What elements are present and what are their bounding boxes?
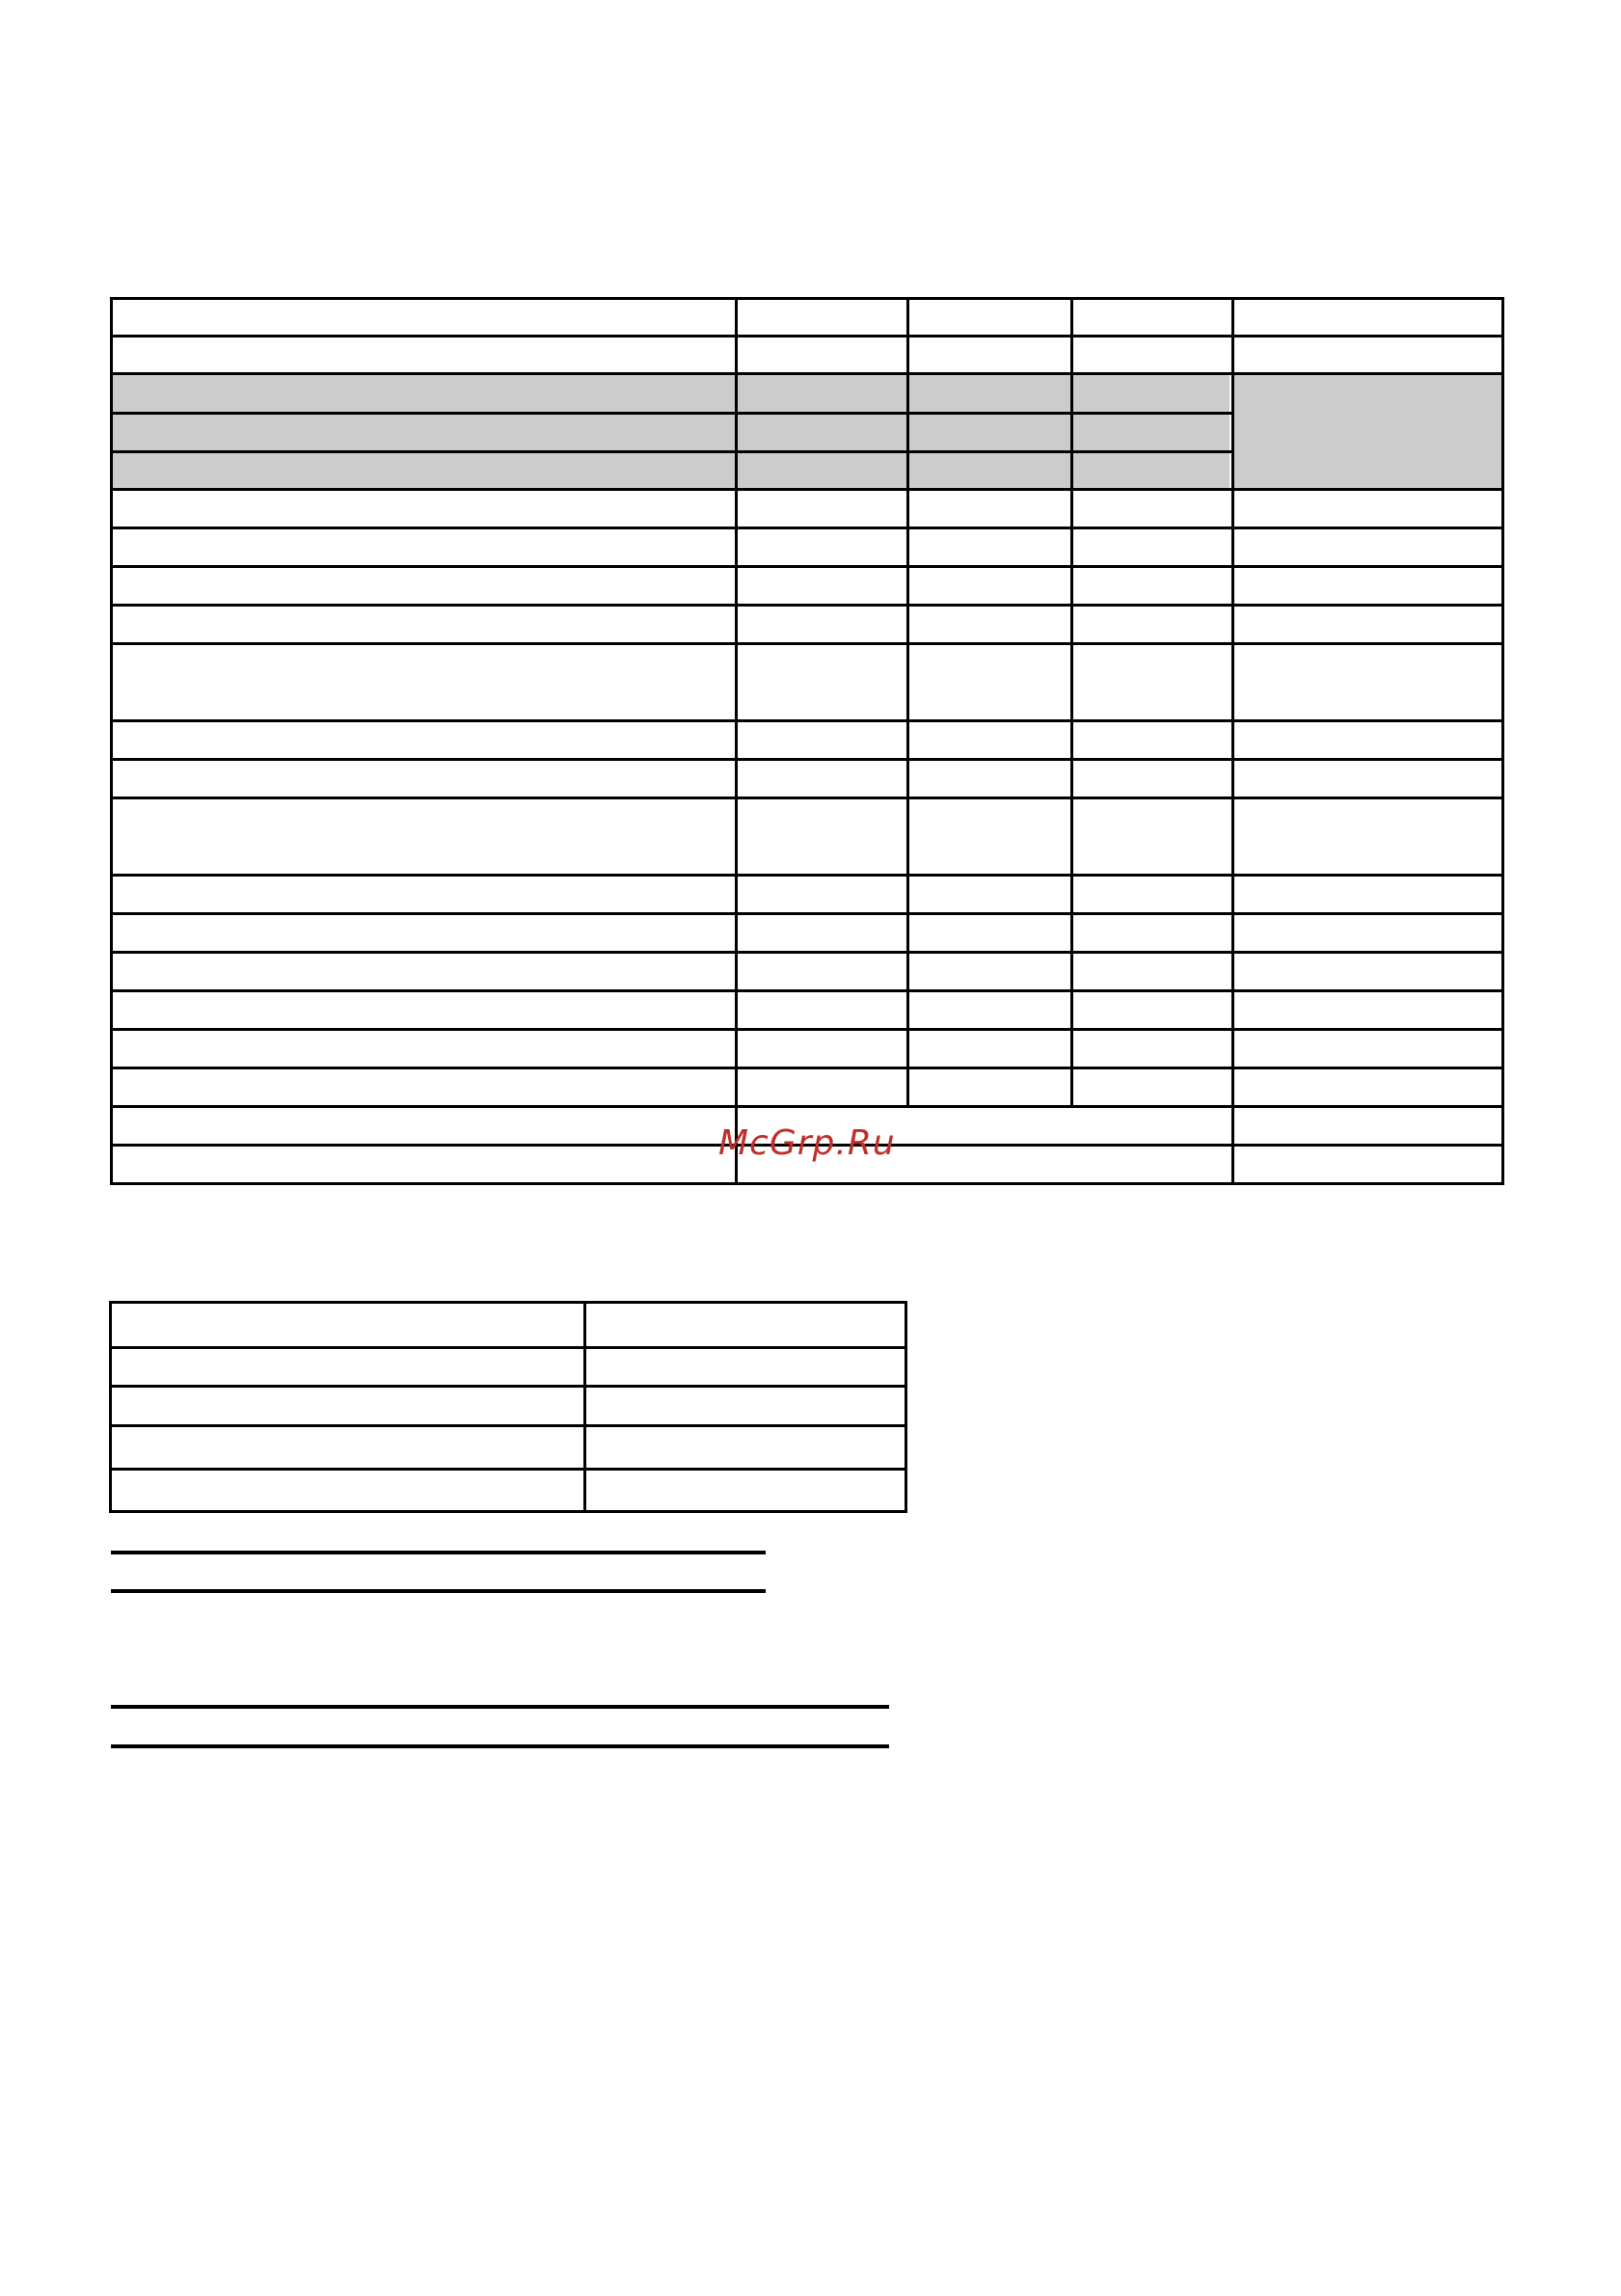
shaded-rows: [112, 375, 1229, 489]
table-column-line: [735, 297, 738, 1185]
table-row-line: [110, 372, 1504, 375]
table-column-line: [1070, 297, 1073, 1108]
small-table-column-line: [905, 1301, 907, 1513]
blank-line: [111, 1705, 889, 1709]
small-table-row-line: [109, 1468, 907, 1471]
table-column-line: [110, 297, 113, 1185]
table-column-line: [1501, 297, 1504, 1185]
table-row-line: [110, 912, 1504, 915]
blank-line: [111, 1744, 889, 1748]
table-row-line: [110, 874, 1504, 877]
small-table-row-line: [109, 1301, 907, 1304]
small-table-row-line: [109, 1346, 907, 1349]
blank-line: [111, 1589, 766, 1593]
table-row-line: [110, 335, 1504, 338]
table-row-line: [110, 488, 1504, 491]
table-row-line: [110, 565, 1504, 568]
table-column-line: [906, 297, 909, 1108]
small-table-row-line: [109, 1385, 907, 1388]
table-row-line: [110, 1182, 1504, 1185]
table-row-line: [110, 604, 1504, 607]
table-row-line: [110, 1105, 1504, 1108]
shaded-merged-cell: [1232, 375, 1502, 489]
table-row-line: [110, 450, 1232, 453]
table-row-line: [110, 642, 1504, 645]
table-row-line: [110, 989, 1504, 992]
table-row-line: [110, 297, 1504, 300]
table-row-line: [110, 1067, 1504, 1069]
table-column-line: [1231, 297, 1234, 1185]
table-row-line: [110, 412, 1232, 415]
small-table-row-line: [109, 1424, 907, 1427]
table-row-line: [110, 527, 1504, 529]
table-row-line: [110, 758, 1504, 761]
small-table-column-line: [109, 1301, 112, 1513]
watermark-text: McGrp.Ru: [718, 1123, 896, 1163]
table-row-line: [110, 951, 1504, 954]
table-row-line: [110, 797, 1504, 799]
small-table-row-line: [109, 1510, 907, 1513]
table-row-line: [110, 1028, 1504, 1031]
table-row-line: [110, 719, 1504, 722]
blank-line: [111, 1551, 766, 1554]
small-table-column-line: [583, 1301, 586, 1513]
